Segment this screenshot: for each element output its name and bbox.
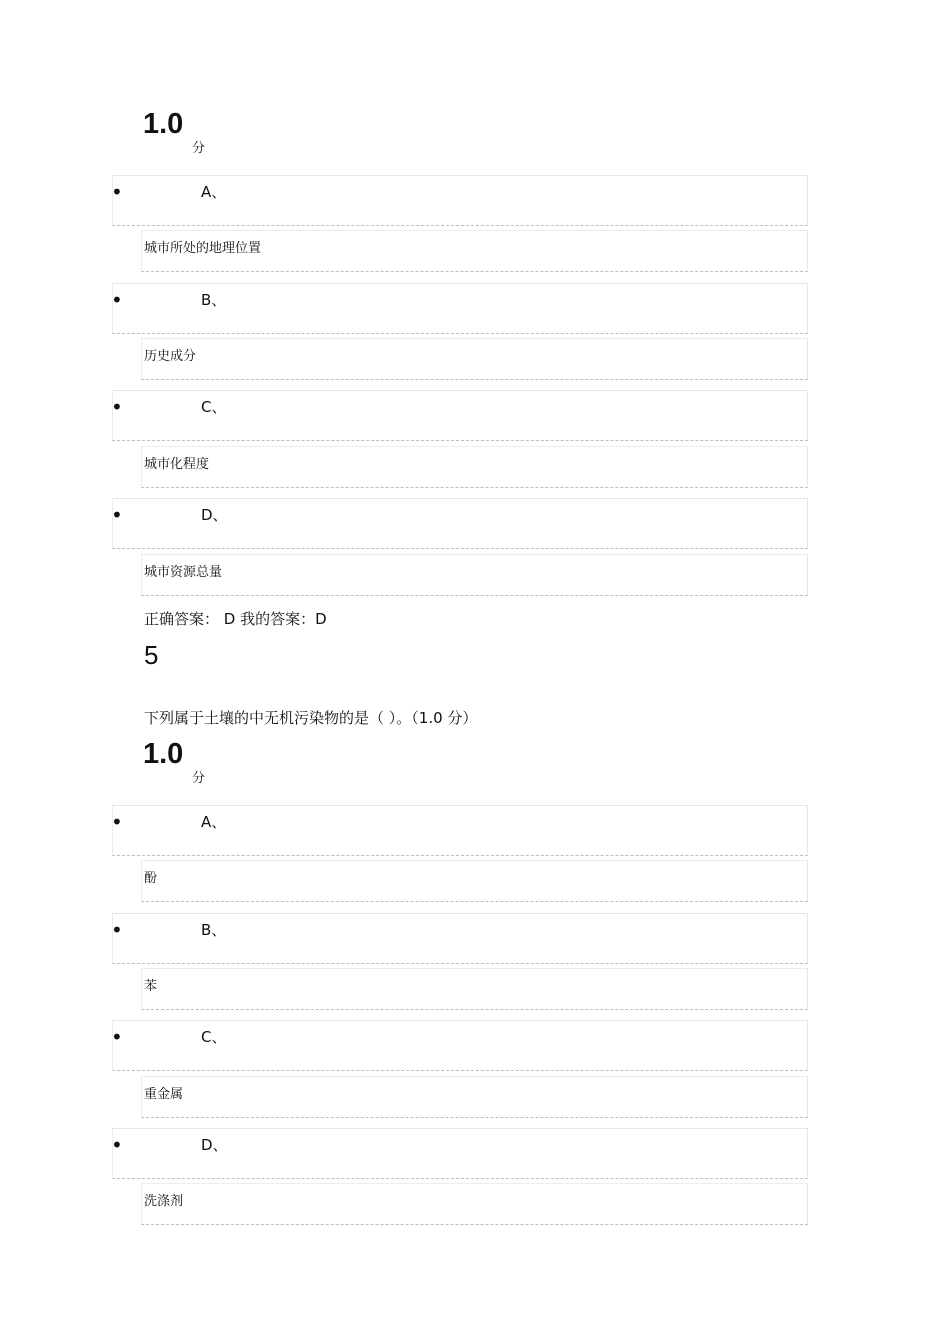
option-letter: C、 (201, 398, 227, 416)
option-text: 历史成分 (144, 349, 197, 364)
option-a-text-box (141, 860, 808, 902)
option-d[interactable] (112, 1128, 808, 1179)
score-value: 1.0 (143, 108, 184, 140)
option-c[interactable] (112, 1020, 808, 1071)
option-text: 酚 (144, 871, 158, 886)
bullet-icon: • (111, 395, 123, 419)
score-unit: 分 (192, 771, 206, 786)
option-b[interactable] (112, 913, 808, 964)
option-text: 苯 (144, 979, 158, 994)
bullet-icon: • (111, 1025, 123, 1049)
option-b-text-box (141, 338, 808, 380)
option-a[interactable] (112, 175, 808, 226)
option-d-text-box (141, 554, 808, 596)
option-text: 城市所处的地理位置 (144, 241, 262, 256)
option-a-text-box (141, 230, 808, 272)
option-c-text-box (141, 1076, 808, 1118)
bullet-icon: • (111, 288, 123, 312)
option-a[interactable] (112, 805, 808, 856)
question-text: 下列属于土壤的中无机污染物的是（ ）。（1.0 分） (144, 709, 478, 727)
bullet-icon: • (111, 503, 123, 527)
option-letter: B、 (201, 921, 227, 939)
option-text: 城市资源总量 (144, 565, 223, 580)
score-value: 1.0 (143, 738, 184, 770)
option-letter: D、 (201, 1136, 228, 1154)
answer-line: 正确答案： D 我的答案：D (144, 610, 327, 628)
option-d-text-box (141, 1183, 808, 1225)
option-text: 重金属 (144, 1087, 184, 1102)
score-unit: 分 (192, 141, 206, 156)
option-c-text-box (141, 446, 808, 488)
bullet-icon: • (111, 810, 123, 834)
option-letter: B、 (201, 291, 227, 309)
option-text: 洗涤剂 (144, 1194, 184, 1209)
bullet-icon: • (111, 180, 123, 204)
bullet-icon: • (111, 918, 123, 942)
option-text: 城市化程度 (144, 457, 210, 472)
bullet-icon: • (111, 1133, 123, 1157)
option-letter: C、 (201, 1028, 227, 1046)
option-b[interactable] (112, 283, 808, 334)
question-number: 5 (144, 640, 159, 670)
option-b-text-box (141, 968, 808, 1010)
option-letter: D、 (201, 506, 228, 524)
option-letter: A、 (201, 183, 227, 201)
option-c[interactable] (112, 390, 808, 441)
option-letter: A、 (201, 813, 227, 831)
option-d[interactable] (112, 498, 808, 549)
